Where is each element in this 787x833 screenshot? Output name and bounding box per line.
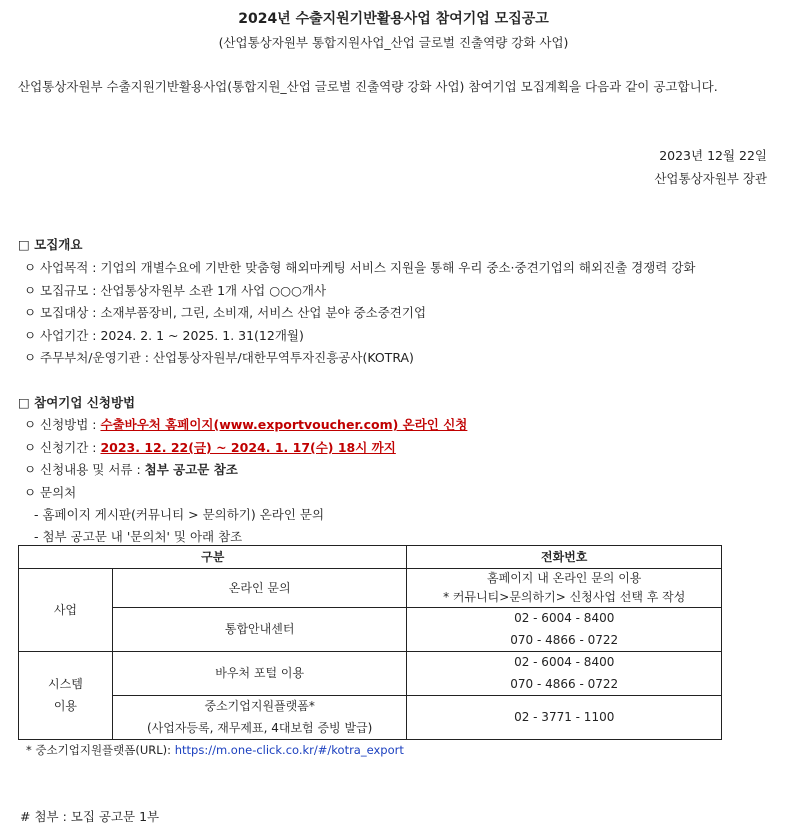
apply-method-link[interactable]: 수출바우처 홈페이지(www.exportvoucher.com) 온라인 신청 [100, 417, 468, 432]
bullet-icon: ㅇ [24, 305, 37, 320]
table-row [19, 608, 722, 652]
announcement-date: 2023년 12월 22일 [659, 148, 767, 163]
attachment-note: # 첨부 : 모집 공고문 1부 [20, 809, 160, 824]
contact-line-reference: - 첨부 공고문 내 '문의처' 및 아래 참조 [34, 529, 243, 544]
table-cell-phone: 02 - 3771 - 1100 [407, 696, 722, 740]
section-heading-apply: □ 참여기업 신청방법 [18, 395, 136, 410]
table-cell-name: 온라인 문의 [112, 569, 407, 608]
table-cell-phone: 02 - 6004 - 8400 070 - 4866 - 0722 [407, 608, 722, 652]
issuer: 산업통상자원부 장관 [654, 171, 767, 186]
platform-url-link[interactable]: https://m.one-click.co.kr/#/kotra_export [174, 743, 404, 757]
table-cell-name: 통합안내센터 [112, 608, 407, 652]
section-heading-overview: □ 모집개요 [18, 237, 83, 252]
table-cell-phone: 홈페이지 내 온라인 문의 이용 * 커뮤니티>문의하기> 신청사업 선택 후 작성 [407, 569, 722, 608]
table-cell-name: 바우처 포털 이용 [112, 652, 407, 696]
bullet-icon: ㅇ [24, 350, 37, 365]
bullet-icon: ㅇ [24, 260, 37, 275]
apply-period-value: 2023. 12. 22(금) ~ 2024. 1. 17(수) 18시 까지 [100, 440, 396, 455]
page-subtitle: (산업통상자원부 통합지원사업_산업 글로벌 진출역량 강화 사업) [218, 35, 569, 50]
bullet-icon: ㅇ [24, 462, 37, 477]
intro-paragraph: 산업통상자원부 수출지원기반활용사업(통합지원_산업 글로벌 진출역량 강화 사업) 참여기업 모집계획을 다음과 같이 공고합니다. [18, 79, 718, 94]
table-cell-phone: 02 - 6004 - 8400 070 - 4866 - 0722 [407, 652, 722, 696]
apply-documents: ㅇ 신청내용 및 서류 : 첨부 공고문 참조 [24, 462, 238, 477]
page-title: 2024년 수출지원기반활용사업 참여기업 모집공고 [238, 11, 549, 27]
apply-method: ㅇ 신청방법 : 수출바우처 홈페이지(www.exportvoucher.com) 온라인 신청 [24, 417, 468, 432]
table-row [19, 569, 722, 608]
table-row [19, 696, 722, 740]
footnote: * 중소기업지원플랫폼(URL): https://m.one-click.co.kr/#/kotra_export [26, 743, 404, 757]
table-header-phone: 전화번호 [407, 546, 722, 569]
contact-line-board: - 홈페이지 게시판(커뮤니티 > 문의하기) 온라인 문의 [34, 507, 325, 522]
table-row [19, 652, 722, 696]
table-group-business: 사업 [19, 569, 113, 652]
table-cell-name: 중소기업지원플랫폼* (사업자등록, 재무제표, 4대보험 증빙 발급) [112, 696, 407, 740]
bullet-icon: ㅇ [24, 417, 37, 432]
contact-table [18, 545, 722, 740]
overview-item-scale: ㅇ 모집규모 : 산업통상자원부 소관 1개 사업 ○○○개사 [24, 283, 327, 298]
bullet-icon: ㅇ [24, 485, 37, 500]
bullet-icon: ㅇ [24, 283, 37, 298]
overview-item-period: ㅇ 사업기간 : 2024. 2. 1 ~ 2025. 1. 31(12개월) [24, 328, 304, 343]
bullet-icon: ㅇ [24, 328, 37, 343]
table-group-system: 시스템 이용 [19, 652, 113, 740]
table-header-category: 구분 [19, 546, 407, 569]
bullet-icon: ㅇ [24, 440, 37, 455]
overview-item-purpose: ㅇ 사업목적 : 기업의 개별수요에 기반한 맞춤형 해외마케팅 서비스 지원을 통해 우리 중소·중견기업의 해외진출 경쟁력 강화 [24, 260, 696, 275]
apply-contact: ㅇ 문의처 [24, 485, 77, 500]
table-header-row [19, 546, 722, 569]
overview-item-organizer: ㅇ 주무부처/운영기관 : 산업통상자원부/대한무역투자진흥공사(KOTRA) [24, 350, 414, 365]
apply-period: ㅇ 신청기간 : 2023. 12. 22(금) ~ 2024. 1. 17(수) 18시 까지 [24, 440, 396, 455]
overview-item-target: ㅇ 모집대상 : 소재부품장비, 그린, 소비재, 서비스 산업 분야 중소중견기업 [24, 305, 427, 320]
